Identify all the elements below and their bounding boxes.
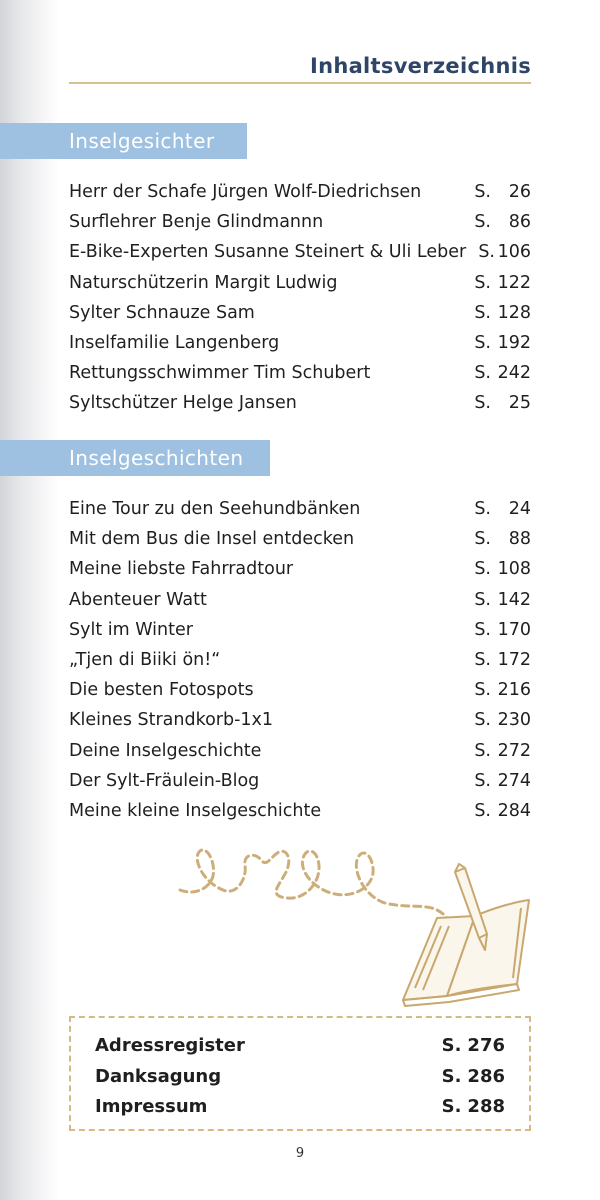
page-prefix: S. (441, 1096, 462, 1117)
page-prefix: S. (474, 800, 491, 821)
toc-entry[interactable] (69, 585, 531, 615)
toc-entry[interactable] (69, 268, 531, 298)
toc-entry[interactable] (69, 645, 531, 675)
toc-entry-label: Deine Inselgeschichte (69, 740, 262, 761)
section-title: Inselgesichter (69, 129, 215, 153)
toc-entry[interactable] (69, 388, 531, 418)
toc-entry-page (474, 554, 531, 584)
page-number: 274 (497, 770, 531, 791)
toc-entry-label: Inselfamilie Langenberg (69, 332, 280, 353)
page-number: 122 (497, 272, 531, 293)
toc-entry[interactable] (69, 796, 531, 826)
section-banner-inselgeschichten (0, 440, 270, 476)
page-prefix: S. (441, 1035, 462, 1056)
toc-entry-page (474, 388, 531, 418)
page-prefix: S. (474, 740, 491, 761)
toc-entry-page (474, 585, 531, 615)
page-prefix: S. (474, 710, 491, 731)
page-number: 286 (467, 1065, 505, 1087)
toc-entry[interactable] (69, 705, 531, 735)
page-prefix: S. (474, 649, 491, 670)
toc-entry[interactable] (69, 524, 531, 554)
toc-entry-page (474, 645, 531, 675)
page-prefix: S. (441, 1065, 462, 1087)
toc-entry-page (474, 796, 531, 826)
page-title: Inhaltsverzeichnis (309, 54, 531, 78)
toc-entry[interactable] (69, 675, 531, 705)
toc-entry-label: E-Bike-Experten Susanne Steinert & Uli Leber (69, 242, 467, 263)
page-number: 172 (497, 649, 531, 670)
page-number: 128 (497, 302, 531, 323)
page-number: 284 (497, 800, 531, 821)
toc-entry-label: Adressregister (95, 1035, 245, 1056)
toc-entry-label: Syltschützer Helge Jansen (69, 393, 297, 414)
toc-entry-label: Danksagung (95, 1065, 222, 1087)
toc-entry-label: Naturschützerin Margit Ludwig (69, 272, 338, 293)
page-prefix: S. (474, 302, 491, 323)
book-spine-shadow (0, 0, 60, 1200)
toc-entry[interactable] (69, 358, 531, 388)
toc-list-inselgeschichten (69, 494, 531, 826)
page-number: 142 (497, 589, 531, 610)
toc-entry-page (474, 736, 531, 766)
page-number: 106 (497, 242, 531, 263)
toc-entry-page (474, 328, 531, 358)
toc-entry[interactable] (69, 554, 531, 584)
toc-entry-page (442, 1031, 505, 1062)
toc-entry[interactable] (69, 177, 531, 207)
toc-entry-label: Meine liebste Fahrradtour (69, 559, 294, 580)
page-number: 88 (508, 529, 531, 550)
toc-entry-page (474, 207, 531, 237)
toc-entry[interactable] (69, 736, 531, 766)
page-number: 216 (497, 680, 531, 701)
toc-entry-label: Rettungsschwimmer Tim Schubert (69, 363, 371, 384)
page-prefix: S. (474, 499, 491, 519)
toc-entry-page (474, 705, 531, 735)
toc-entry-page (442, 1062, 505, 1093)
toc-entry[interactable] (69, 237, 531, 267)
toc-entry-label: Die besten Fotospots (69, 680, 254, 701)
page-prefix: S. (474, 363, 491, 384)
toc-entry-page (474, 358, 531, 388)
toc-entry[interactable] (95, 1092, 505, 1123)
page-number: 26 (508, 182, 531, 202)
page-number: 276 (467, 1035, 505, 1056)
toc-entry-page (474, 766, 531, 796)
toc-entry-label: Der Sylt-Fräulein-Blog (69, 770, 260, 791)
toc-entry[interactable] (95, 1062, 505, 1093)
page-number: 242 (497, 363, 531, 384)
toc-entry-label: Eine Tour zu den Seehundbänken (69, 499, 361, 519)
toc-entry[interactable] (69, 766, 531, 796)
toc-entry[interactable] (69, 298, 531, 328)
page-prefix: S. (474, 619, 491, 640)
page-number: 25 (508, 393, 531, 414)
toc-entry-page (442, 1092, 505, 1123)
appendix-list (95, 1031, 505, 1123)
page-number: 192 (497, 332, 531, 353)
toc-entry-page (474, 298, 531, 328)
page-number: 170 (497, 619, 531, 640)
page-prefix: S. (474, 770, 491, 791)
page-prefix: S. (474, 589, 491, 610)
toc-entry-label: „Tjen di Biiki ön!“ (69, 649, 221, 670)
page-number: 230 (497, 710, 531, 731)
toc-entry-label: Kleines Strandkorb-1x1 (69, 710, 274, 731)
section-banner-inselgesichter (0, 123, 247, 159)
toc-entry-page (474, 615, 531, 645)
toc-entry-label: Sylter Schnauze Sam (69, 302, 255, 323)
page-number: 24 (508, 499, 531, 519)
toc-entry-label: Surflehrer Benje Glindmannn (69, 212, 324, 233)
page-prefix: S. (474, 332, 491, 353)
dashed-heart-trail (180, 850, 449, 934)
toc-entry[interactable] (69, 328, 531, 358)
page-prefix: S. (474, 680, 491, 701)
toc-entry-page (474, 177, 531, 207)
page-number-footer: 9 (295, 1146, 305, 1161)
toc-entry-label: Meine kleine Inselgeschichte (69, 800, 322, 821)
page-prefix: S. (474, 529, 491, 550)
page-prefix: S. (474, 559, 491, 580)
appendix-box (69, 1016, 531, 1131)
toc-entry-page (478, 237, 531, 267)
title-rule (69, 82, 531, 84)
section-title: Inselgeschichten (69, 446, 244, 470)
page-prefix: S. (474, 393, 491, 414)
toc-list-inselgesichter (69, 177, 531, 419)
toc-entry[interactable] (69, 494, 531, 524)
toc-entry-page (474, 675, 531, 705)
page-prefix: S. (474, 212, 491, 233)
book-and-pencil-illustration (175, 838, 545, 1008)
toc-entry-page (474, 524, 531, 554)
toc-entry-label: Mit dem Bus die Insel entdecken (69, 529, 355, 550)
page-prefix: S. (474, 272, 491, 293)
toc-entry-label: Sylt im Winter (69, 619, 193, 640)
toc-entry-page (474, 268, 531, 298)
toc-entry-label: Impressum (95, 1096, 208, 1117)
toc-entry[interactable] (69, 615, 531, 645)
page-prefix: S. (478, 242, 495, 263)
page-number: 288 (467, 1096, 505, 1117)
open-book-icon (403, 900, 529, 1006)
page-number: 86 (508, 212, 531, 233)
toc-entry-label: Abenteuer Watt (69, 589, 207, 610)
page-number: 272 (497, 740, 531, 761)
page-prefix: S. (474, 182, 491, 202)
toc-entry-label: Herr der Schafe Jürgen Wolf-Diedrichsen (69, 182, 422, 202)
page-number: 108 (497, 559, 531, 580)
toc-entry[interactable] (69, 207, 531, 237)
toc-entry-page (474, 494, 531, 524)
toc-entry[interactable] (95, 1031, 505, 1062)
